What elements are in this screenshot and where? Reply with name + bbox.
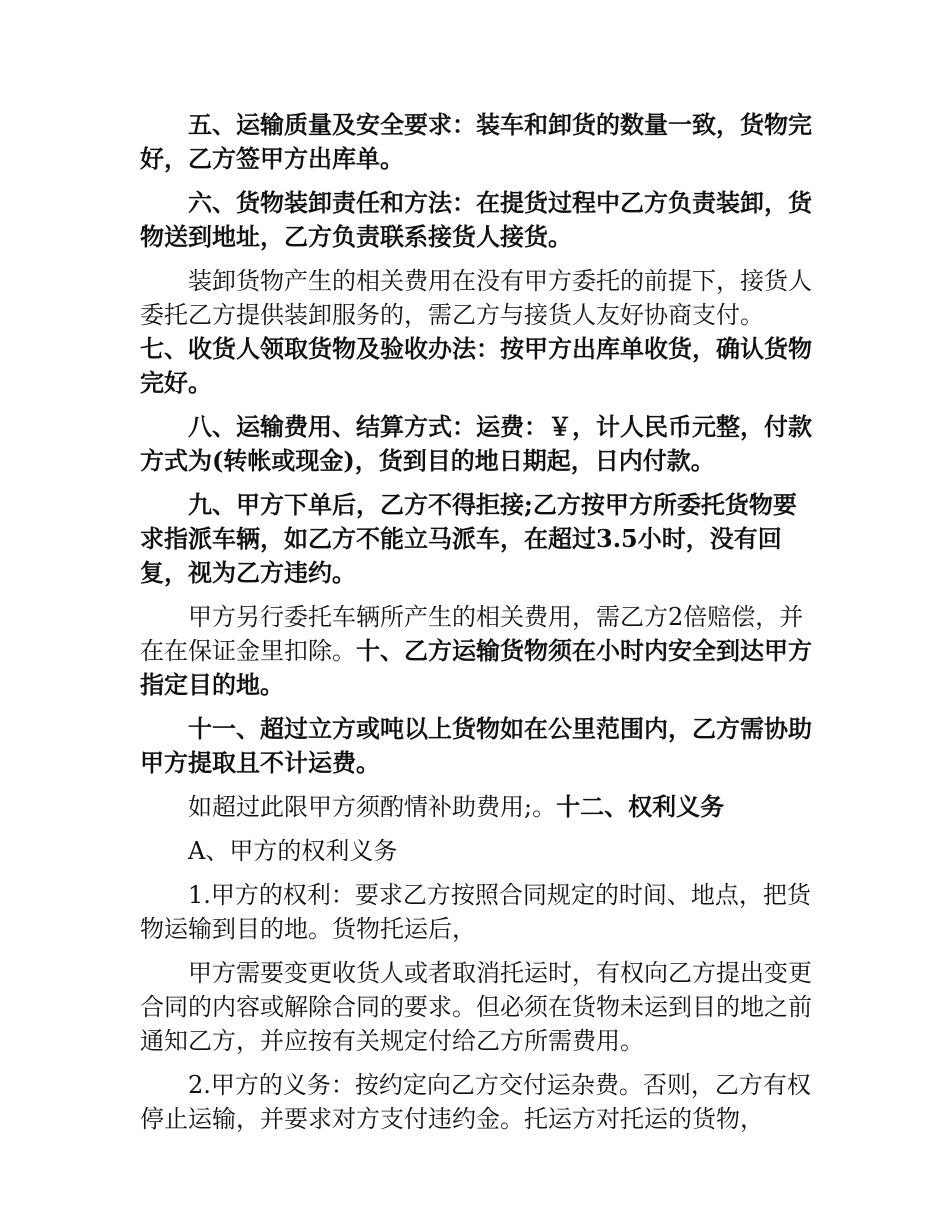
- clause-6-loading-fee: 装卸货物产生的相关费用在没有甲方委托的前提下，接货人委托乙方提供装卸服务的，需乙方与接货人友好协商支付。: [140, 267, 812, 329]
- clause-7: 七、收货人领取货物及验收办法：按甲方出库单收货，确认货物完好。: [140, 334, 812, 397]
- clause-11-subsidy: [140, 790, 812, 824]
- clause-12-heading: 十二、权利义务: [556, 792, 725, 821]
- party-a-rights-continued: 甲方需要变更收货人或者取消托运时，有权向乙方提出变更合同的内容或解除合同的要求。但必须在货物未运到目的地之前通知乙方，并应按有关规定付给乙方所需费用。: [140, 959, 812, 1055]
- clause-8: 八、运输费用、结算方式：运费：￥，计人民币元整，付款方式为(转帐或现金)，货到目的地日期起，日内付款。: [140, 412, 812, 475]
- clause-11-subsidy-text: 如超过此限甲方须酌情补助费用;。: [188, 793, 557, 821]
- clause-10: 十、乙方运输货物须在小时内安全到达甲方指定目的地。: [140, 636, 812, 699]
- document-page: [140, 108, 812, 1146]
- section-a-heading: A、甲方的权利义务: [188, 837, 398, 865]
- clause-9-compensation-text: 甲方另行委托车辆所产生的相关费用，需乙方2倍赔偿，并在在保证金里扣除。: [140, 603, 804, 665]
- party-a-rights: 1.甲方的权利：要求乙方按照合同规定的时间、地点，把货物运输到目的地。货物托运后，: [140, 881, 811, 943]
- clause-9-compensation: [140, 600, 812, 702]
- clause-11: 十一、超过立方或吨以上货物如在公里范围内，乙方需协助甲方提取且不计运费。: [140, 714, 812, 777]
- clause-6: 六、货物装卸责任和方法：在提货过程中乙方负责装卸，货物送到地址，乙方负责联系接货人接货。: [140, 188, 812, 251]
- clause-5: 五、运输质量及安全要求：装车和卸货的数量一致，货物完好，乙方签甲方出库单。: [140, 110, 812, 173]
- party-a-obligations: 2.甲方的义务：按约定向乙方交付运杂费。否则，乙方有权停止运输，并要求对方支付违约金。托运方对托运的货物，: [140, 1071, 811, 1133]
- clause-9: 九、甲方下单后，乙方不得拒接;乙方按甲方所委托货物要求指派车辆，如乙方不能立马派车，在超过3.5小时，没有回复，视为乙方违约。: [140, 490, 797, 587]
